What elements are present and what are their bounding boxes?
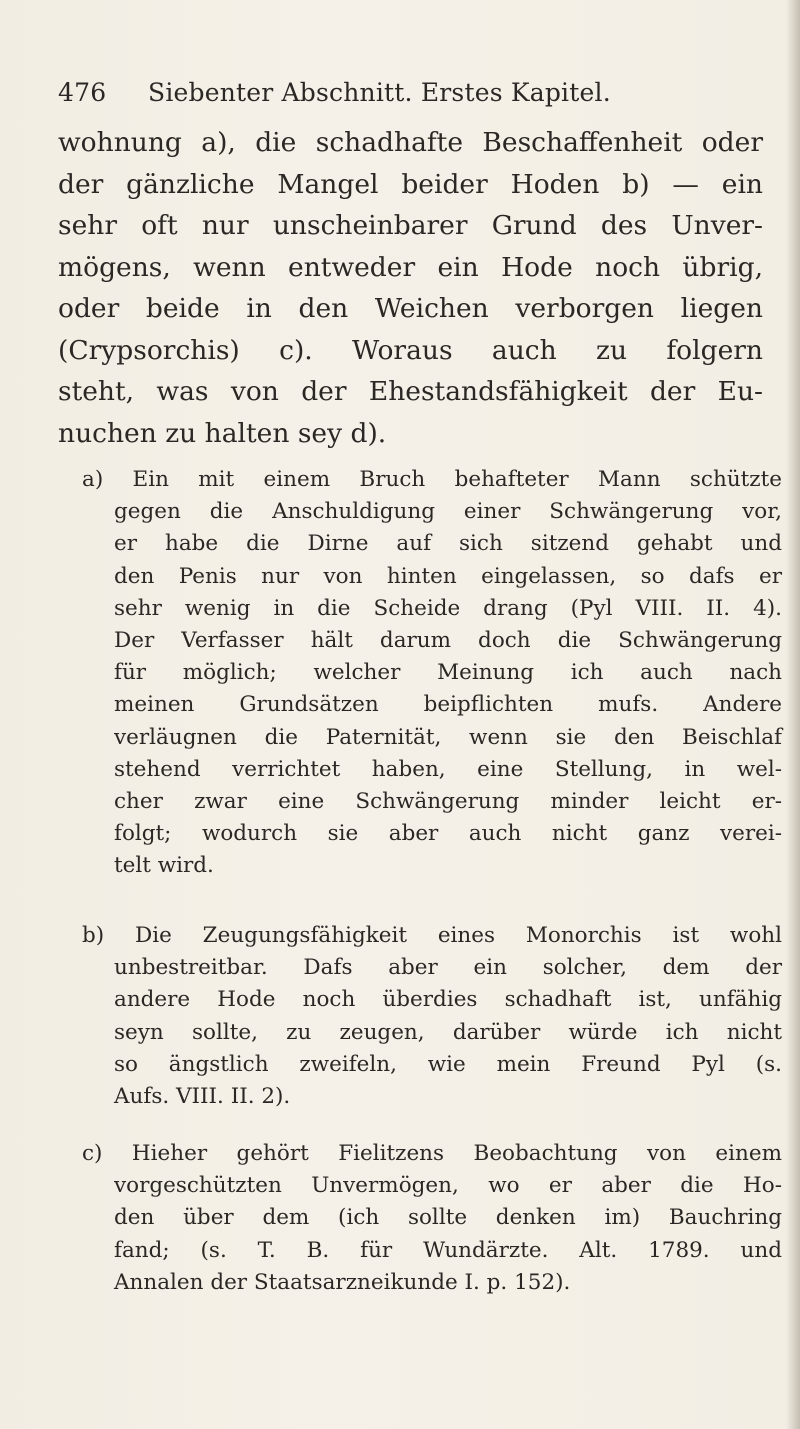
page-number: 476 [58,78,107,107]
footnote-line: vorgeschützten Unvermögen, wo er aber die Ho- [114,1173,782,1199]
body-line: der gänzliche Mangel beider Hoden b) — ein [58,168,763,200]
footnote-line: telt wird. [114,853,214,879]
running-header [58,78,758,107]
footnote-line: cher zwar eine Schwängerung minder leicht er- [114,789,782,815]
page-edge-shadow [786,0,800,1429]
footnote-line: so ängstlich zweifeln, wie mein Freund Pyl (s. [114,1051,782,1077]
footnote-line: den Penis nur von hinten eingelassen, so dafs er [114,563,782,589]
footnote-a [82,464,782,883]
footnote-line: den über dem (ich sollte denken im) Bauchring [114,1205,782,1231]
footnote-line: sehr wenig in die Scheide drang (Pyl VIII. II. 4). [114,595,782,621]
running-title: Siebenter Abschnitt. Erstes Kapitel. [148,78,611,107]
body-line: oder beide in den Weichen verborgen liegen [58,293,763,324]
footnote-line: verläugnen die Paternität, wenn sie den Beischlaf [114,724,782,750]
footnote-line: Annalen der Staatsarzneikunde I. p. 152). [114,1269,571,1295]
footnote-line: seyn sollte, zu zeugen, darüber würde ich nicht [114,1019,782,1045]
footnote-line: c) Hieher gehört Fielitzens Beobachtung von einem [82,1141,782,1166]
footnote-line: für möglich; welcher Meinung ich auch nach [114,660,782,686]
footnote-line: meinen Grundsätzen beipflichten mufs. Andere [114,692,782,718]
main-text [58,122,763,454]
footnote-line: gegen die Anschuldigung einer Schwängerung vor, [114,499,782,525]
body-line: nuchen zu halten sey d). [58,417,387,449]
footnote-line: folgt; wodurch sie aber auch nicht ganz verei- [114,821,782,847]
footnote-line: Aufs. VIII. II. 2). [114,1084,291,1110]
footnote-line: andere Hode noch überdies schadhaft ist, unfähig [114,987,782,1013]
footnote-line: unbestreitbar. Dafs aber ein solcher, dem der [114,955,782,981]
body-line: (Crypsorchis) c). Woraus auch zu folgern [58,334,763,366]
footnote-line: b) Die Zeugungsfähigkeit eines Monorchis ist wohl [82,923,782,948]
footnote-line: stehend verrichtet haben, eine Stellung, in wel- [114,756,782,782]
footnote-line: a) Ein mit einem Bruch behafteter Mann schützte [82,467,782,492]
body-line: sehr oft nur unscheinbarer Grund des Unver- [58,210,763,241]
footnote-line: fand; (s. T. B. für Wundärzte. Alt. 1789. und [114,1237,782,1263]
footnote-line: Der Verfasser hält darum doch die Schwängerung [114,628,782,654]
footnote-line: er habe die Dirne auf sich sitzend gehabt und [114,531,782,557]
body-line: steht, was von der Ehestandsfähigkeit der Eu- [58,376,763,407]
footnote-c [82,1138,782,1299]
body-line: wohnung a), die schadhafte Beschaffenheit oder [58,127,763,158]
footnote-b [82,920,782,1113]
body-line: mögens, wenn entweder ein Hode noch übrig, [58,251,763,283]
